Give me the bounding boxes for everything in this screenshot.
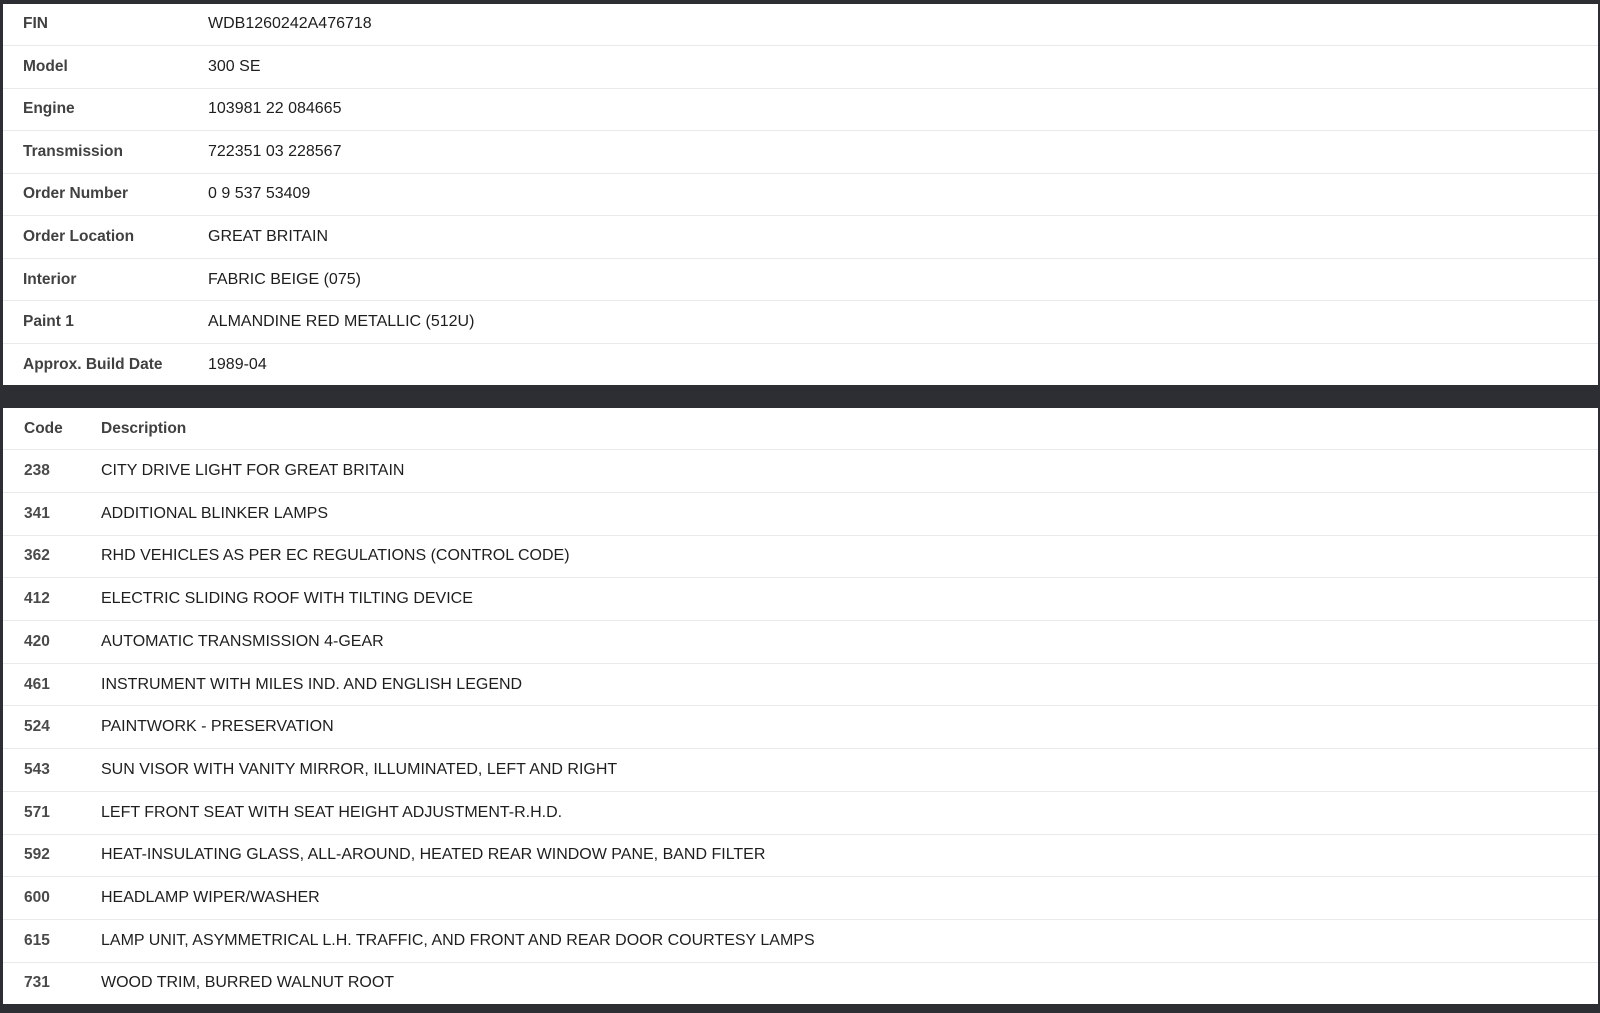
column-header-code: Code bbox=[24, 419, 63, 437]
option-description: RHD VEHICLES AS PER EC REGULATIONS (CONTROL CODE) bbox=[80, 535, 1598, 578]
table-row bbox=[3, 962, 1598, 1004]
option-description: ELECTRIC SLIDING ROOF WITH TILTING DEVICE bbox=[80, 578, 1598, 621]
field-value: 0 9 537 53409 bbox=[188, 173, 1598, 216]
field-value: FABRIC BEIGE (075) bbox=[188, 258, 1598, 301]
table-row bbox=[3, 258, 1598, 301]
table-row bbox=[3, 749, 1598, 792]
table-row bbox=[3, 492, 1598, 535]
table-row bbox=[3, 301, 1598, 344]
option-description: HEADLAMP WIPER/WASHER bbox=[80, 877, 1598, 920]
table-row bbox=[3, 620, 1598, 663]
table-row bbox=[3, 663, 1598, 706]
table-row bbox=[3, 450, 1598, 493]
option-code: 600 bbox=[3, 877, 80, 920]
option-code: 412 bbox=[3, 578, 80, 621]
field-value: 103981 22 084665 bbox=[188, 88, 1598, 131]
table-row bbox=[3, 920, 1598, 963]
field-label: Transmission bbox=[3, 131, 188, 174]
option-description: HEAT-INSULATING GLASS, ALL-AROUND, HEATED REAR WINDOW PANE, BAND FILTER bbox=[80, 834, 1598, 877]
field-value: 722351 03 228567 bbox=[188, 131, 1598, 174]
option-description: SUN VISOR WITH VANITY MIRROR, ILLUMINATED, LEFT AND RIGHT bbox=[80, 749, 1598, 792]
field-value: 1989-04 bbox=[188, 344, 1598, 386]
option-description: WOOD TRIM, BURRED WALNUT ROOT bbox=[80, 962, 1598, 1004]
table-row bbox=[3, 791, 1598, 834]
field-label: Paint 1 bbox=[3, 301, 188, 344]
field-label: Interior bbox=[3, 258, 188, 301]
option-code: 341 bbox=[3, 492, 80, 535]
option-code: 571 bbox=[3, 791, 80, 834]
field-value: WDB1260242A476718 bbox=[208, 15, 372, 33]
table-row bbox=[3, 131, 1598, 174]
option-code: 615 bbox=[3, 920, 80, 963]
option-code: 731 bbox=[3, 962, 80, 1004]
table-row bbox=[3, 344, 1598, 386]
table-row bbox=[3, 216, 1598, 259]
option-description: LAMP UNIT, ASYMMETRICAL L.H. TRAFFIC, AND FRONT AND REAR DOOR COURTESY LAMPS bbox=[80, 920, 1598, 963]
table-row bbox=[3, 4, 1598, 45]
option-description: INSTRUMENT WITH MILES IND. AND ENGLISH LEGEND bbox=[80, 663, 1598, 706]
field-label: Order Location bbox=[3, 216, 188, 259]
option-code: 362 bbox=[3, 535, 80, 578]
table-row bbox=[3, 45, 1598, 88]
option-description: CITY DRIVE LIGHT FOR GREAT BRITAIN bbox=[80, 450, 1598, 493]
table-row bbox=[3, 706, 1598, 749]
field-value: 300 SE bbox=[188, 45, 1598, 88]
table-row bbox=[3, 173, 1598, 216]
option-description: AUTOMATIC TRANSMISSION 4-GEAR bbox=[80, 620, 1598, 663]
option-code: 592 bbox=[3, 834, 80, 877]
field-label: Engine bbox=[3, 88, 188, 131]
option-codes-card bbox=[3, 408, 1598, 1004]
vehicle-info-table bbox=[3, 4, 1598, 385]
option-code: 420 bbox=[3, 620, 80, 663]
option-description: ADDITIONAL BLINKER LAMPS bbox=[80, 492, 1598, 535]
field-label: Approx. Build Date bbox=[3, 344, 188, 386]
option-code: 461 bbox=[3, 663, 80, 706]
option-codes-table bbox=[3, 408, 1598, 1004]
table-row bbox=[3, 535, 1598, 578]
option-code: 543 bbox=[3, 749, 80, 792]
field-label: FIN bbox=[23, 15, 48, 33]
table-row bbox=[3, 877, 1598, 920]
table-header-row bbox=[3, 408, 1598, 450]
field-label: Model bbox=[3, 45, 188, 88]
field-value: ALMANDINE RED METALLIC (512U) bbox=[188, 301, 1598, 344]
section-divider bbox=[0, 385, 1600, 408]
table-row bbox=[3, 578, 1598, 621]
column-header-description: Description bbox=[101, 419, 187, 437]
field-value: GREAT BRITAIN bbox=[188, 216, 1598, 259]
option-code: 238 bbox=[3, 450, 80, 493]
table-row bbox=[3, 88, 1598, 131]
field-label: Order Number bbox=[3, 173, 188, 216]
vehicle-info-card bbox=[3, 4, 1598, 385]
option-code: 524 bbox=[3, 706, 80, 749]
option-description: LEFT FRONT SEAT WITH SEAT HEIGHT ADJUSTMENT-R.H.D. bbox=[80, 791, 1598, 834]
table-row bbox=[3, 834, 1598, 877]
option-description: PAINTWORK - PRESERVATION bbox=[80, 706, 1598, 749]
